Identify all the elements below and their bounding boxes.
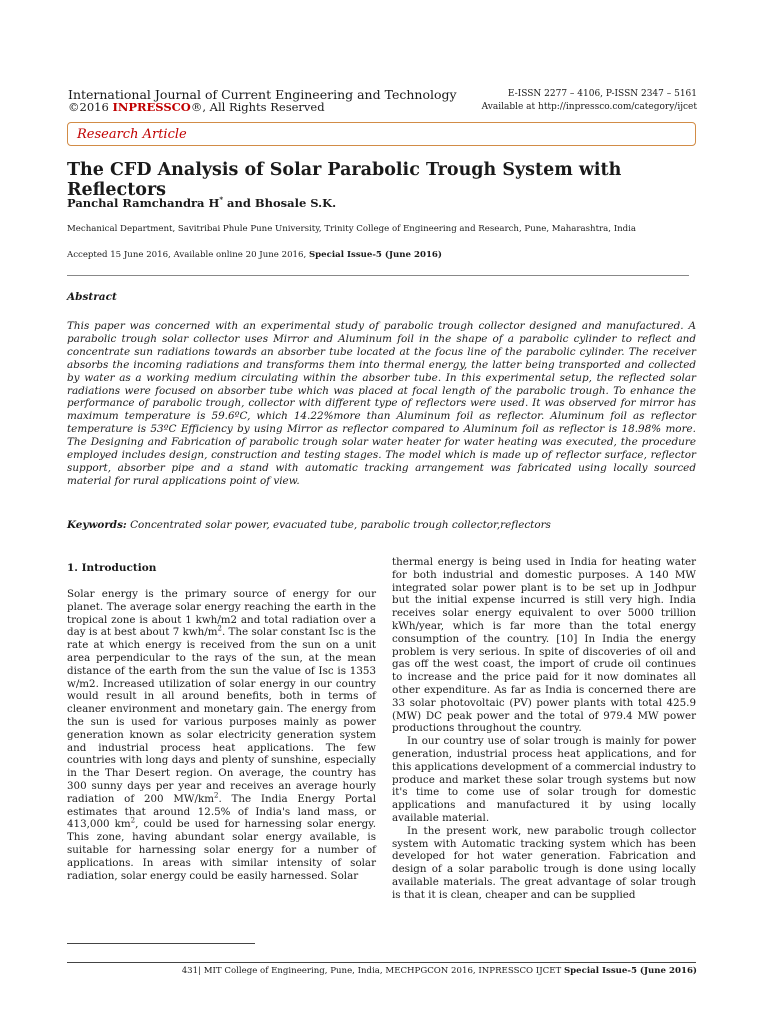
corresponding-mark: * bbox=[219, 195, 224, 205]
footer-text: 431| MIT College of Engineering, Pune, India, MECHPGCON 2016, INPRESSCO IJCET bbox=[181, 966, 564, 976]
intro-text-d: , could be used for harnessing solar energy. This zone, having abundant solar energy available, is suitable for harnessing solar energy for a number of applications. In areas with similar intensity of solar radiation, solar energy could be easily harnessed. Solar bbox=[67, 818, 376, 882]
publisher-name: INPRESSCO bbox=[112, 100, 191, 114]
authors bbox=[67, 196, 336, 210]
right-column bbox=[392, 556, 696, 902]
author-first: Panchal Ramchandra H bbox=[67, 196, 220, 210]
issn: E-ISSN 2277 – 4106, P-ISSN 2347 – 5161 bbox=[507, 89, 697, 99]
section-heading: 1. Introduction bbox=[67, 562, 157, 574]
issn-block bbox=[482, 88, 697, 114]
intro-paragraph-1 bbox=[67, 588, 376, 882]
dates-text: Accepted 15 June 2016, Available online 20 June 2016, bbox=[67, 250, 309, 260]
intro-text-a: Solar energy is the primary source of energy for our planet. The average solar energy reaching the earth in the tropical zone is about 1 kwh/m2 and total radiation over a day is at best about 7 kwh/m bbox=[67, 588, 376, 639]
header-divider bbox=[67, 275, 689, 276]
right-paragraph-2: In our country use of solar trough is mainly for power generation, industrial process heat applications, and for this applications development of a commercial industry to produce and market these solar trough systems but now it's time to come use of solar trough for domestic applications and manufactured it by using locally available material. bbox=[392, 735, 696, 824]
abstract-text: This paper was concerned with an experimental study of parabolic trough collector designed and manufactured. A parabolic trough solar collector uses Mirror and Aluminum foil in the shape of a parabolic cylinder to reflect and concentrate sun radiations towards an absorber tube located at the focus line of the parabolic cylinder. The receiver absorbs the incoming radiations and transforms them into thermal energy, the latter being transported and collected by water as a working medium circulating within the absorber tube. In this experimental setup, the reflected solar radiations were focused on absorber tube which was placed at focal length of the parabolic trough. To enhance the performance of parabolic trough, collector with different type of reflectors were used. It was observed for mirror has maximum temperature is 59.6ºC, which 14.22%more than Aluminum foil as reflector. Aluminum foil as reflector temperature is 53ºC Efficiency by using Mirror as reflector compared to Aluminum foil as reflector is 18.98% more. The Designing and Fabrication of parabolic trough solar water heater for water heating was executed, the procedure employed includes design, construction and testing stages. The model which is made up of reflector surface, reflector support, absorber pipe and a stand with automatic tracking arrangement was fabricated using locally sourced material for rural applications point of view. bbox=[67, 320, 696, 487]
keywords-label: Keywords: bbox=[67, 519, 127, 531]
article-type: Research Article bbox=[77, 127, 187, 142]
publication-dates bbox=[67, 250, 707, 260]
copyright-line bbox=[68, 101, 457, 114]
journal-name: International Journal of Current Engineering and Technology bbox=[68, 87, 457, 102]
abstract-heading: Abstract bbox=[67, 291, 117, 303]
intro-text-b: . The solar constant Isc is the rate at which energy is received from the sun on a unit area perpendicular to the rays of the sun, at the mean distance of the earth from the sun the value of Isc is 1353 w/m2. Increased utilization of solar energy in our country would result in all around benefits, both in terms of cleaner environment and monetary gain. The energy from the sun is used for various purposes mainly as power generation known as solar electricity generation system and industrial process heat applications. The few countries with long days and plenty of sunshine, especially in the Thar Desert region. On average, the country has 300 sunny days per year and receives an average hourly radiation of 200 MW/km bbox=[67, 626, 376, 805]
superscript: 2 bbox=[217, 624, 222, 633]
page-footer bbox=[182, 966, 697, 976]
special-issue: Special Issue-5 (June 2016) bbox=[308, 250, 442, 260]
intro-text-c: . The India Energy Portal estimates that around 12.5% of India's land mass, or 413,000 km bbox=[67, 792, 376, 831]
left-column bbox=[67, 588, 376, 882]
journal-header bbox=[68, 88, 457, 114]
copyright-prefix: ©2016 bbox=[68, 100, 113, 114]
paper-title: The CFD Analysis of Solar Parabolic Trough System with Reflectors bbox=[67, 160, 622, 200]
right-paragraph-3: In the present work, new parabolic trough collector system with Automatic tracking system which has been developed for hot water generation. Fabrication and design of a solar parabolic trough is done using locally available materials. The great advantage of solar trough is that it is clean, cheaper and can be supplied bbox=[392, 824, 696, 901]
article-type-banner bbox=[67, 122, 696, 146]
author-rest: and Bhosale S.K. bbox=[223, 196, 337, 210]
keywords bbox=[67, 519, 696, 531]
footer-issue: Special Issue-5 (June 2016) bbox=[563, 966, 697, 976]
right-paragraph-1: thermal energy is being used in India for heating water for both industrial and domestic purposes. A 140 MW integrated solar power plant is to be set up in Jodhpur but the initial expense incurred is still very high. India receives solar energy equivalent to over 5000 trillion kWh/year, which is far more than the total energy consumption of the country. [10] In India the energy problem is very serious. In spite of discoveries of oil and gas off the west coast, the import of crude oil continues to increase and the price paid for it now dominates all other expenditure. As far as India is concerned there are 33 solar photovoltaic (PV) power plants with total 425.9 (MW) DC peak power and the total of 979.4 MW power productions throughout the country. bbox=[392, 556, 696, 735]
availability-link[interactable]: Available at http://inpressco.com/category/ijcet bbox=[481, 102, 697, 112]
footer-divider bbox=[67, 962, 696, 963]
copyright-suffix: ®, All Rights Reserved bbox=[190, 100, 325, 114]
keywords-text: Concentrated solar power, evacuated tube, parabolic trough collector,reflectors bbox=[126, 519, 551, 531]
superscript: 2 bbox=[130, 816, 136, 825]
superscript: 2 bbox=[213, 791, 219, 800]
affiliation: Mechanical Department, Savitribai Phule Pune University, Trinity College of Engineering and Research, Pune, Maharashtra, India bbox=[67, 224, 637, 234]
footnote-divider bbox=[67, 943, 255, 944]
